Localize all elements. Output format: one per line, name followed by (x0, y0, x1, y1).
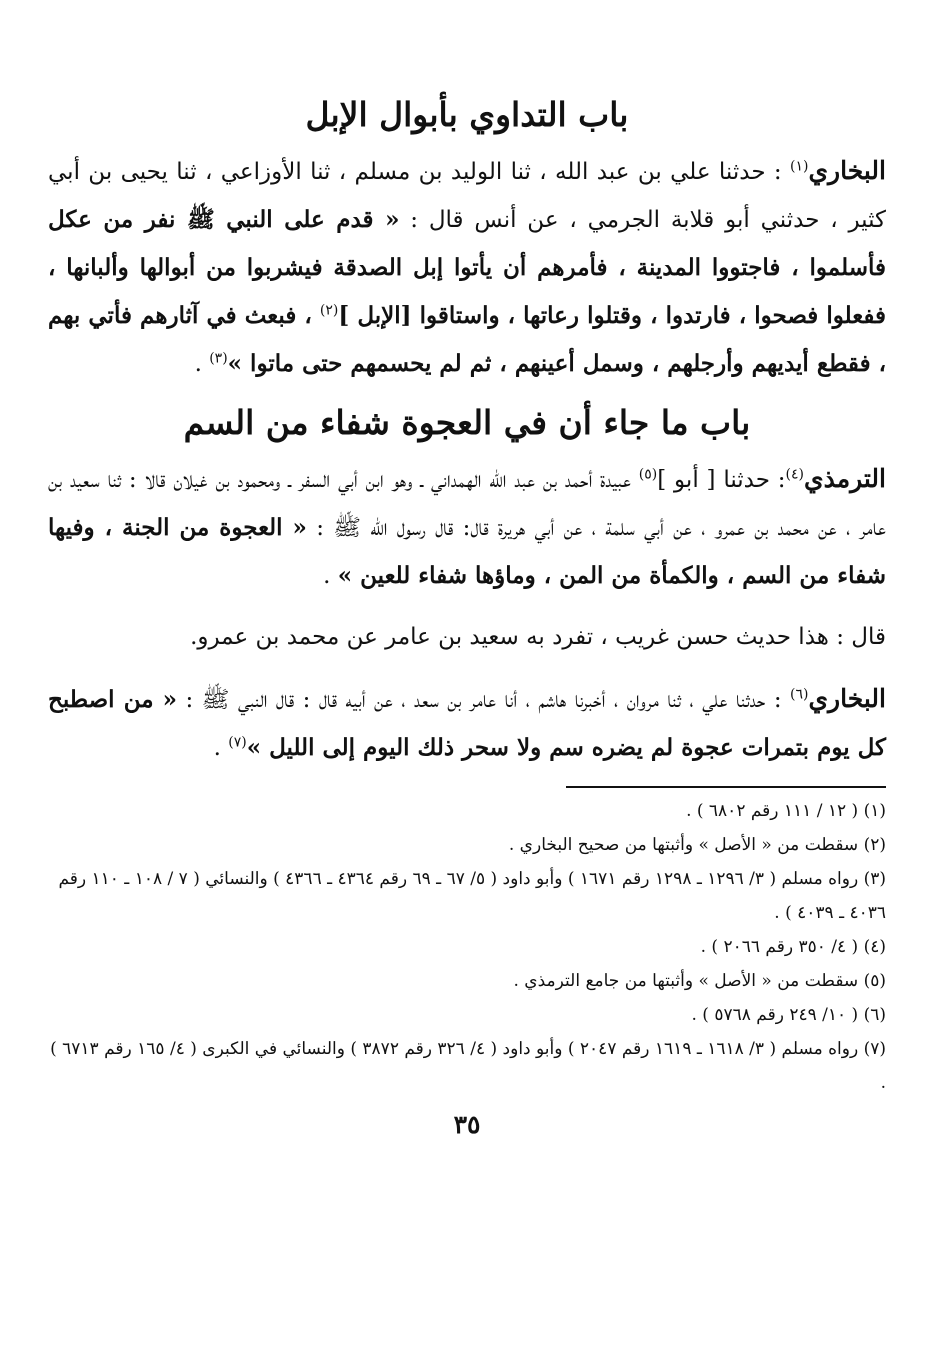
section-title: باب التداوي بأبوال الإبل (305, 95, 629, 134)
punctuation: . (213, 734, 229, 761)
source-name: الترمذي (804, 463, 886, 493)
footnote-ref[interactable]: (٣) (209, 350, 228, 367)
chain-of-narration: : حدثنا علي بن عبد الله ، ثنا الوليد بن مسلم ، ثنا الأوزاعي ، ثنا يحيى بن أبي كثير ، حدثني أبو قلابة الجرمي ، عن أنس قال : (48, 158, 887, 233)
footnotes-list (48, 794, 886, 1100)
footnote-divider (566, 786, 886, 788)
footnote-item: (٣) رواه مسلم ( ٣/ ١٢٩٦ ـ ١٢٩٨ رقم ١٦٧١ ) وأبو داود ( ٥/ ٦٧ ـ ٦٩ رقم ٤٣٦٤ ـ ٤٣٦٦ ) والنسائي ( ٧ / ١٠٨ ـ ١١٠ رقم ٤٠٣٦ ـ ٤٠٣٩ ) . (58, 868, 886, 923)
footnote-ref[interactable]: (٢) (319, 302, 339, 319)
hadith-text: ، فبعث في آثارهم فأتي بهم ، فقطع أيديهم وأرجلهم ، وسمل أعينهم ، ثم لم يحسمهم حتى ماتوا » (48, 301, 886, 377)
chain-of-narration: عبيدة أحمد بن عبد الله الهمداني ـ وهو ابن أبي السفر ـ ومحمود بن غيلان قالا : ثنا سعيد بن عامر ، عن محمد بن عمرو ، عن أبي سلمة ، عن أبي هريرة قال: قال رسول الله ﷺ : (48, 466, 886, 541)
chain-of-narration: : حدثنا علي ، ثنا مروان ، أخبرنا هاشم ، أنا عامر بن سعد ، عن أبيه قال : قال النبي ﷺ : (177, 686, 791, 713)
hadith-text: « قدم على النبي ﷺ نفر من عكل فأسلموا ، فاجتووا المدينة ، فأمرهم أن يأتوا إبل الصدقة فيشربوا من أبوالها وألبانها ، ففعلوا فصحوا ، فارتدوا ، وقتلوا رعاتها ، واستاقوا [الإبل ] (48, 205, 886, 329)
commentary-paragraph: قال : هذا حديث حسن غريب ، تفرد به سعيد بن عامر عن محمد بن عمرو. (190, 623, 886, 650)
hadith-text: « العجوة من الجنة ، وفيها شفاء من السم ، والكمأة من المن ، وماؤها شفاء للعين » (48, 513, 886, 589)
footnote-item: (١) ( ١٢ / ١١١ رقم ٦٨٠٢ ) . (686, 800, 886, 821)
punctuation: . (323, 562, 338, 589)
footnote-ref[interactable]: (١) (790, 158, 809, 175)
footnote-item: (٦) ( ١٠/ ٢٤٩ رقم ٥٧٦٨ ) . (691, 1004, 886, 1025)
footnote-ref[interactable]: (٧) (228, 734, 247, 751)
source-name: البخاري (808, 683, 886, 713)
section-title: باب ما جاء أن في العجوة شفاء من السم (183, 402, 751, 442)
chain-of-narration: : حدثنا [ أبو ] (657, 466, 786, 493)
footnote-ref[interactable]: (٥) (638, 466, 658, 483)
source-name: البخاري (808, 155, 886, 185)
footnote-item: (٧) رواه مسلم ( ٣/ ١٦١٨ ـ ١٦١٩ رقم ٢٠٤٧ ) وأبو داود ( ٤/ ٣٢٦ رقم ٣٨٧٢ ) والنسائي في الكبرى ( ٤/ ١٦٥ رقم ٦٧١٣ ) . (50, 1038, 886, 1093)
footnote-ref[interactable]: (٤) (785, 466, 805, 483)
hadith-paragraph (48, 147, 886, 388)
punctuation: . (194, 350, 210, 377)
footnote-ref[interactable]: (٦) (790, 686, 809, 703)
hadith-paragraph (48, 455, 886, 600)
hadith-text: « من اصطبح كل يوم بتمرات عجوة لم يضره سم ولا سحر ذلك اليوم إلى الليل » (48, 685, 886, 761)
footnote-item: (٥) سقطت من « الأصل » وأثبتها من جامع الترمذي . (513, 970, 886, 991)
page-number: ٣٥ (453, 1109, 481, 1139)
footnote-item: (٤) ( ٤/ ٣٥٠ رقم ٢٠٦٦ ) . (700, 936, 886, 957)
footnote-item: (٢) سقطت من « الأصل » وأثبتها من صحيح البخاري . (508, 834, 886, 855)
hadith-paragraph (48, 675, 886, 772)
